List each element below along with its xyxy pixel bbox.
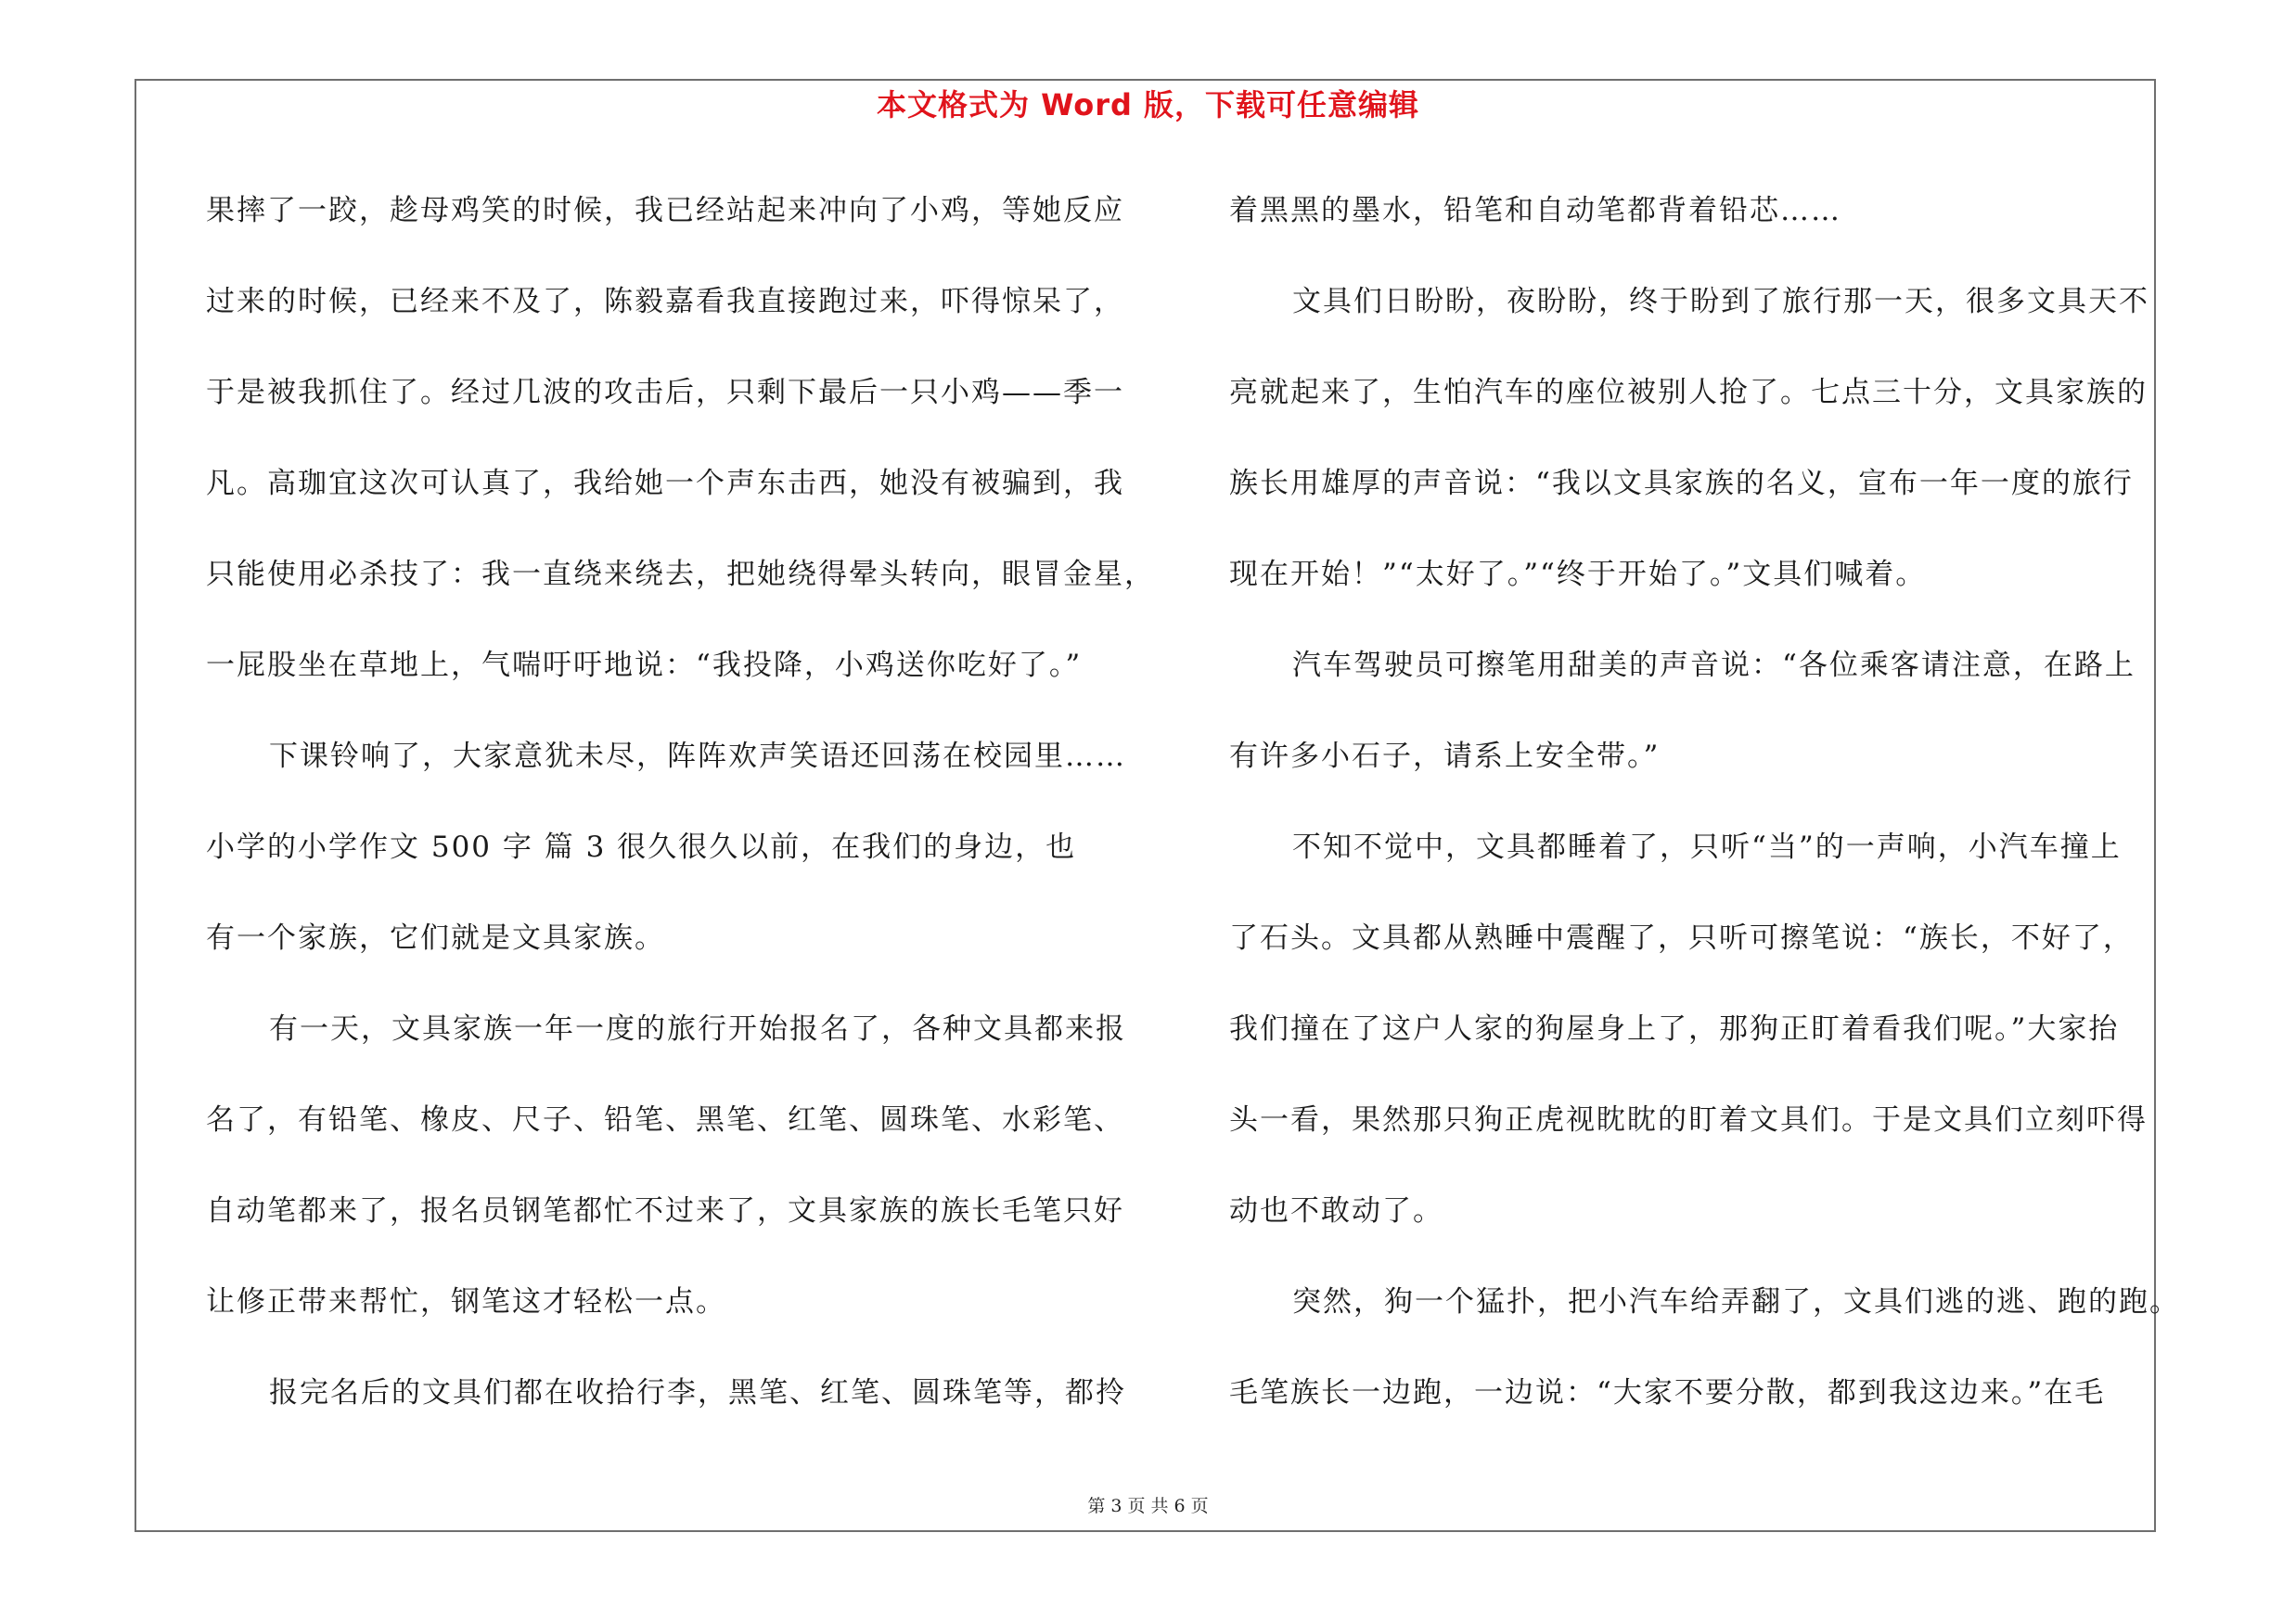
text-line: 现在开始！”“太好了。”“终于开始了。”文具们喊着。 [1229,558,1927,591]
text-line: 于是被我抓住了。经过几波的攻击后，只剩下最后一只小鸡——季一 [206,376,1124,409]
text-line: 动也不敢动了。 [1229,1194,1443,1228]
text-line: 报完名后的文具们都在收拾行李，黑笔、红笔、圆珠笔等，都拎 [269,1376,1126,1410]
text-line: 族长用雄厚的声音说：“我以文具家族的名义，宣布一年一度的旅行 [1229,467,2134,500]
text-line: 汽车驾驶员可擦笔用甜美的声音说：“各位乘客请注意，在路上 [1292,649,2136,682]
text-line: 只能使用必杀技了：我一直绕来绕去，把她绕得晕头转向，眼冒金星， [206,558,1155,591]
left-text-column [206,182,1155,1455]
text-line: 让修正带来帮忙，钢笔这才轻松一点。 [206,1285,726,1319]
text-line: 毛笔族长一边跑，一边说：“大家不要分散，都到我这边来。”在毛 [1229,1376,2106,1410]
text-line: 不知不觉中，文具都睡着了，只听“当”的一声响，小汽车撞上 [1292,831,2122,864]
page-number: 第 3 页 共 6 页 [1087,1496,1209,1516]
text-line: 亮就起来了，生怕汽车的座位被别人抢了。七点三十分，文具家族的 [1229,376,2148,409]
text-line: 凡。高珈宜这次可认真了，我给她一个声东击西，她没有被骗到，我 [206,467,1124,500]
text-line: 果摔了一跤，趁母鸡笑的时候，我已经站起来冲向了小鸡，等她反应 [206,194,1124,227]
text-line: 着黑黑的墨水，铅笔和自动笔都背着铅芯…… [1229,194,1841,227]
text-line: 了石头。文具都从熟睡中震醒了，只听可擦笔说：“族长，不好了， [1229,921,2134,955]
text-line: 头一看，果然那只狗正虎视眈眈的盯着文具们。于是文具们立刻吓得 [1229,1103,2148,1137]
right-text-column [1229,182,2180,1455]
text-line: 有一个家族，它们就是文具家族。 [206,921,665,955]
text-line: 有许多小石子，请系上安全带。” [1229,740,1661,773]
text-line: 文具们日盼盼，夜盼盼，终于盼到了旅行那一天，很多文具天不 [1292,285,2149,318]
text-line: 下课铃响了，大家意犹未尽，阵阵欢声笑语还回荡在校园里…… [269,740,1126,773]
text-line: 名了，有铅笔、橡皮、尺子、铅笔、黑笔、红笔、圆珠笔、水彩笔、 [206,1103,1124,1137]
banner-notice: 本文格式为 Word 版，下载可任意编辑 [876,87,1420,122]
text-line: 突然，狗一个猛扑，把小汽车给弄翻了，文具们逃的逃、跑的跑。 [1292,1285,2180,1319]
text-line: 小学的小学作文 500 字 篇 3 很久很久以前，在我们的身边，也 [206,831,1077,864]
text-line: 有一天，文具家族一年一度的旅行开始报名了，各种文具都来报 [269,1012,1126,1046]
text-line: 一屁股坐在草地上，气喘吁吁地说：“我投降，小鸡送你吃好了。” [206,649,1083,682]
text-line: 我们撞在了这户人家的狗屋身上了，那狗正盯着看我们呢。”大家抬 [1229,1012,2120,1046]
text-line: 自动笔都来了，报名员钢笔都忙不过来了，文具家族的族长毛笔只好 [206,1194,1124,1228]
text-line: 过来的时候，已经来不及了，陈毅嘉看我直接跑过来，吓得惊呆了， [206,285,1124,318]
